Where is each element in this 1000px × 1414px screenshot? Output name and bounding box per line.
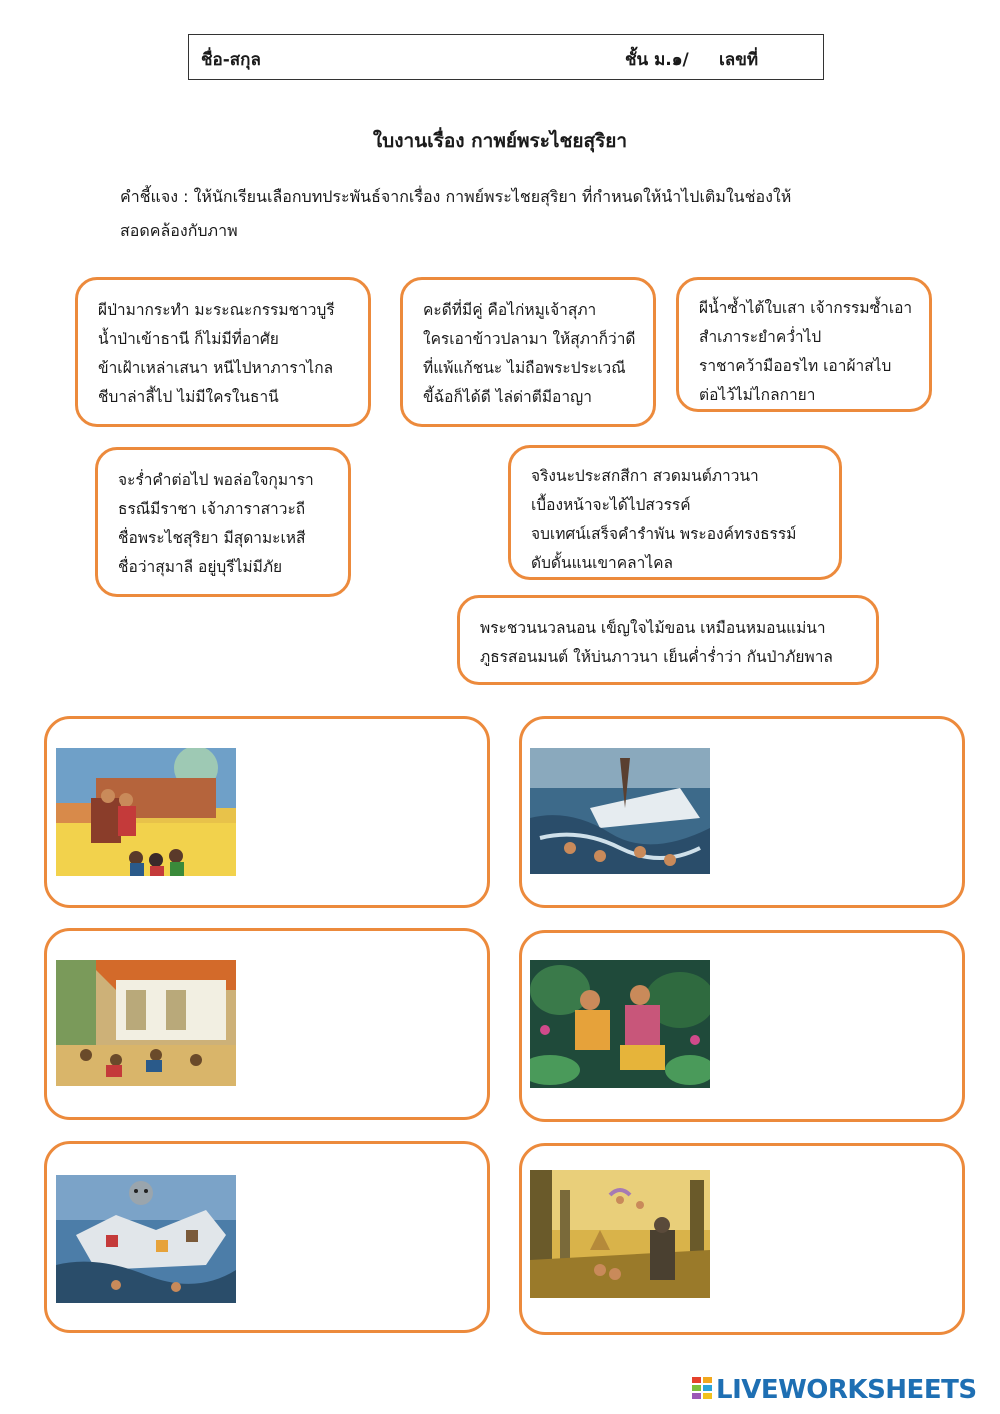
liveworksheets-logo-icon	[692, 1377, 712, 1403]
page-title: ใบงานเรื่อง กาพย์พระไชยสุริยา	[372, 130, 628, 152]
poem-line: ราชาคว้ามืออรไท เอาผ้าสไบ	[699, 357, 892, 375]
poem-box-5[interactable]	[508, 445, 842, 580]
poem-line: คะดีที่มีคู่ คือไก่หมูเจ้าสุภา	[423, 301, 597, 319]
poem-line: ที่แพ้แก้ชนะ ไม่ถือพระประเวณี	[423, 359, 626, 377]
poem-line: ใครเอาข้าวปลามา ให้สุภาก็ว่าดี	[423, 330, 636, 348]
poem-line: ชื่อว่าสุมาลี อยู่บุรีไม่มีภัย	[118, 558, 283, 576]
poem-line: ข้าเฝ้าเหล่าเสนา หนีไปหาภาราไกล	[98, 359, 334, 377]
illustration-forest-couple	[530, 960, 710, 1088]
poem-line: ต่อไว้ไม่ไกลกายา	[699, 386, 816, 404]
poem-line: เบื้องหน้าจะได้ไปสวรรค์	[531, 496, 691, 514]
poem-box-3[interactable]	[676, 277, 932, 412]
poem-box-6[interactable]	[457, 595, 879, 685]
illustration-shipwreck	[530, 748, 710, 874]
poem-box-2[interactable]	[400, 277, 656, 427]
poem-line: พระชวนนวลนอน เข็ญใจไม้ขอน เหมือนหมอนแม่นา	[480, 619, 826, 637]
number-label: เลขที่	[719, 50, 759, 70]
class-label: ชั้น ม.๑/	[625, 50, 689, 70]
poem-line: ดับดั้นแนเขาคลาไคล	[531, 554, 673, 572]
illustration-royal-court	[56, 748, 236, 876]
instructions-line: คำชี้แจง : ให้นักเรียนเลือกบทประพันธ์จากเรื่อง กาพย์พระไชยสุริยา ที่กำหนดให้นำไปเติมในช่องให้	[120, 187, 792, 206]
poem-line: ชื่อพระไชสุริยา มีสุดามะเหสี	[118, 529, 306, 547]
poem-line: ขี้ฉ้อก็ได้ดี ไล่ด่าตีมีอาญา	[423, 388, 592, 406]
poem-box-1[interactable]	[75, 277, 371, 427]
illustration-hermit-angels	[530, 1170, 710, 1298]
poem-line: น้ำป่าเข้าธานี ก็ไม่มีที่อาศัย	[98, 330, 279, 348]
liveworksheets-logo-text: LIVEWORKSHEETS	[716, 1375, 977, 1405]
illustration-palace-hall	[56, 960, 236, 1086]
poem-line: ผีน้ำซ้ำไต้ใบเสา เจ้ากรรมซ้ำเอา	[699, 299, 913, 317]
poem-line: ภูธรสอนมนต์ ให้บ่นภาวนา เย็นค่ำร่ำว่า กันป่าภัยพาล	[480, 648, 833, 666]
poem-line: ธรณีมีราชา เจ้าภาราสาวะถี	[118, 500, 306, 518]
name-label: ชื่อ-สกุล	[201, 50, 261, 70]
instructions-line: สอดคล้องกับภาพ	[120, 221, 238, 240]
student-info-box	[188, 34, 824, 80]
poem-line: สำเภาระยำคว่ำไป	[699, 328, 822, 346]
poem-line: จบเทศน์เสร็จคำรำพัน พระองค์ทรงธรรม์	[531, 525, 797, 543]
poem-line: จะร่ำคำต่อไป พอล่อใจกุมารา	[118, 471, 314, 489]
illustration-demon-destruction	[56, 1175, 236, 1303]
instructions	[120, 180, 840, 248]
poem-line: ผีป่ามากระทำ มะระณะกรรมชาวบูรี	[98, 301, 335, 319]
poem-line: ชีบาล่าลี้ไป ไม่มีใครในธานี	[98, 388, 279, 406]
poem-box-4[interactable]	[95, 447, 351, 597]
liveworksheets-logo[interactable]	[692, 1374, 977, 1406]
poem-line: จริงนะประสกสีกา สวดมนต์ภาวนา	[531, 467, 759, 485]
